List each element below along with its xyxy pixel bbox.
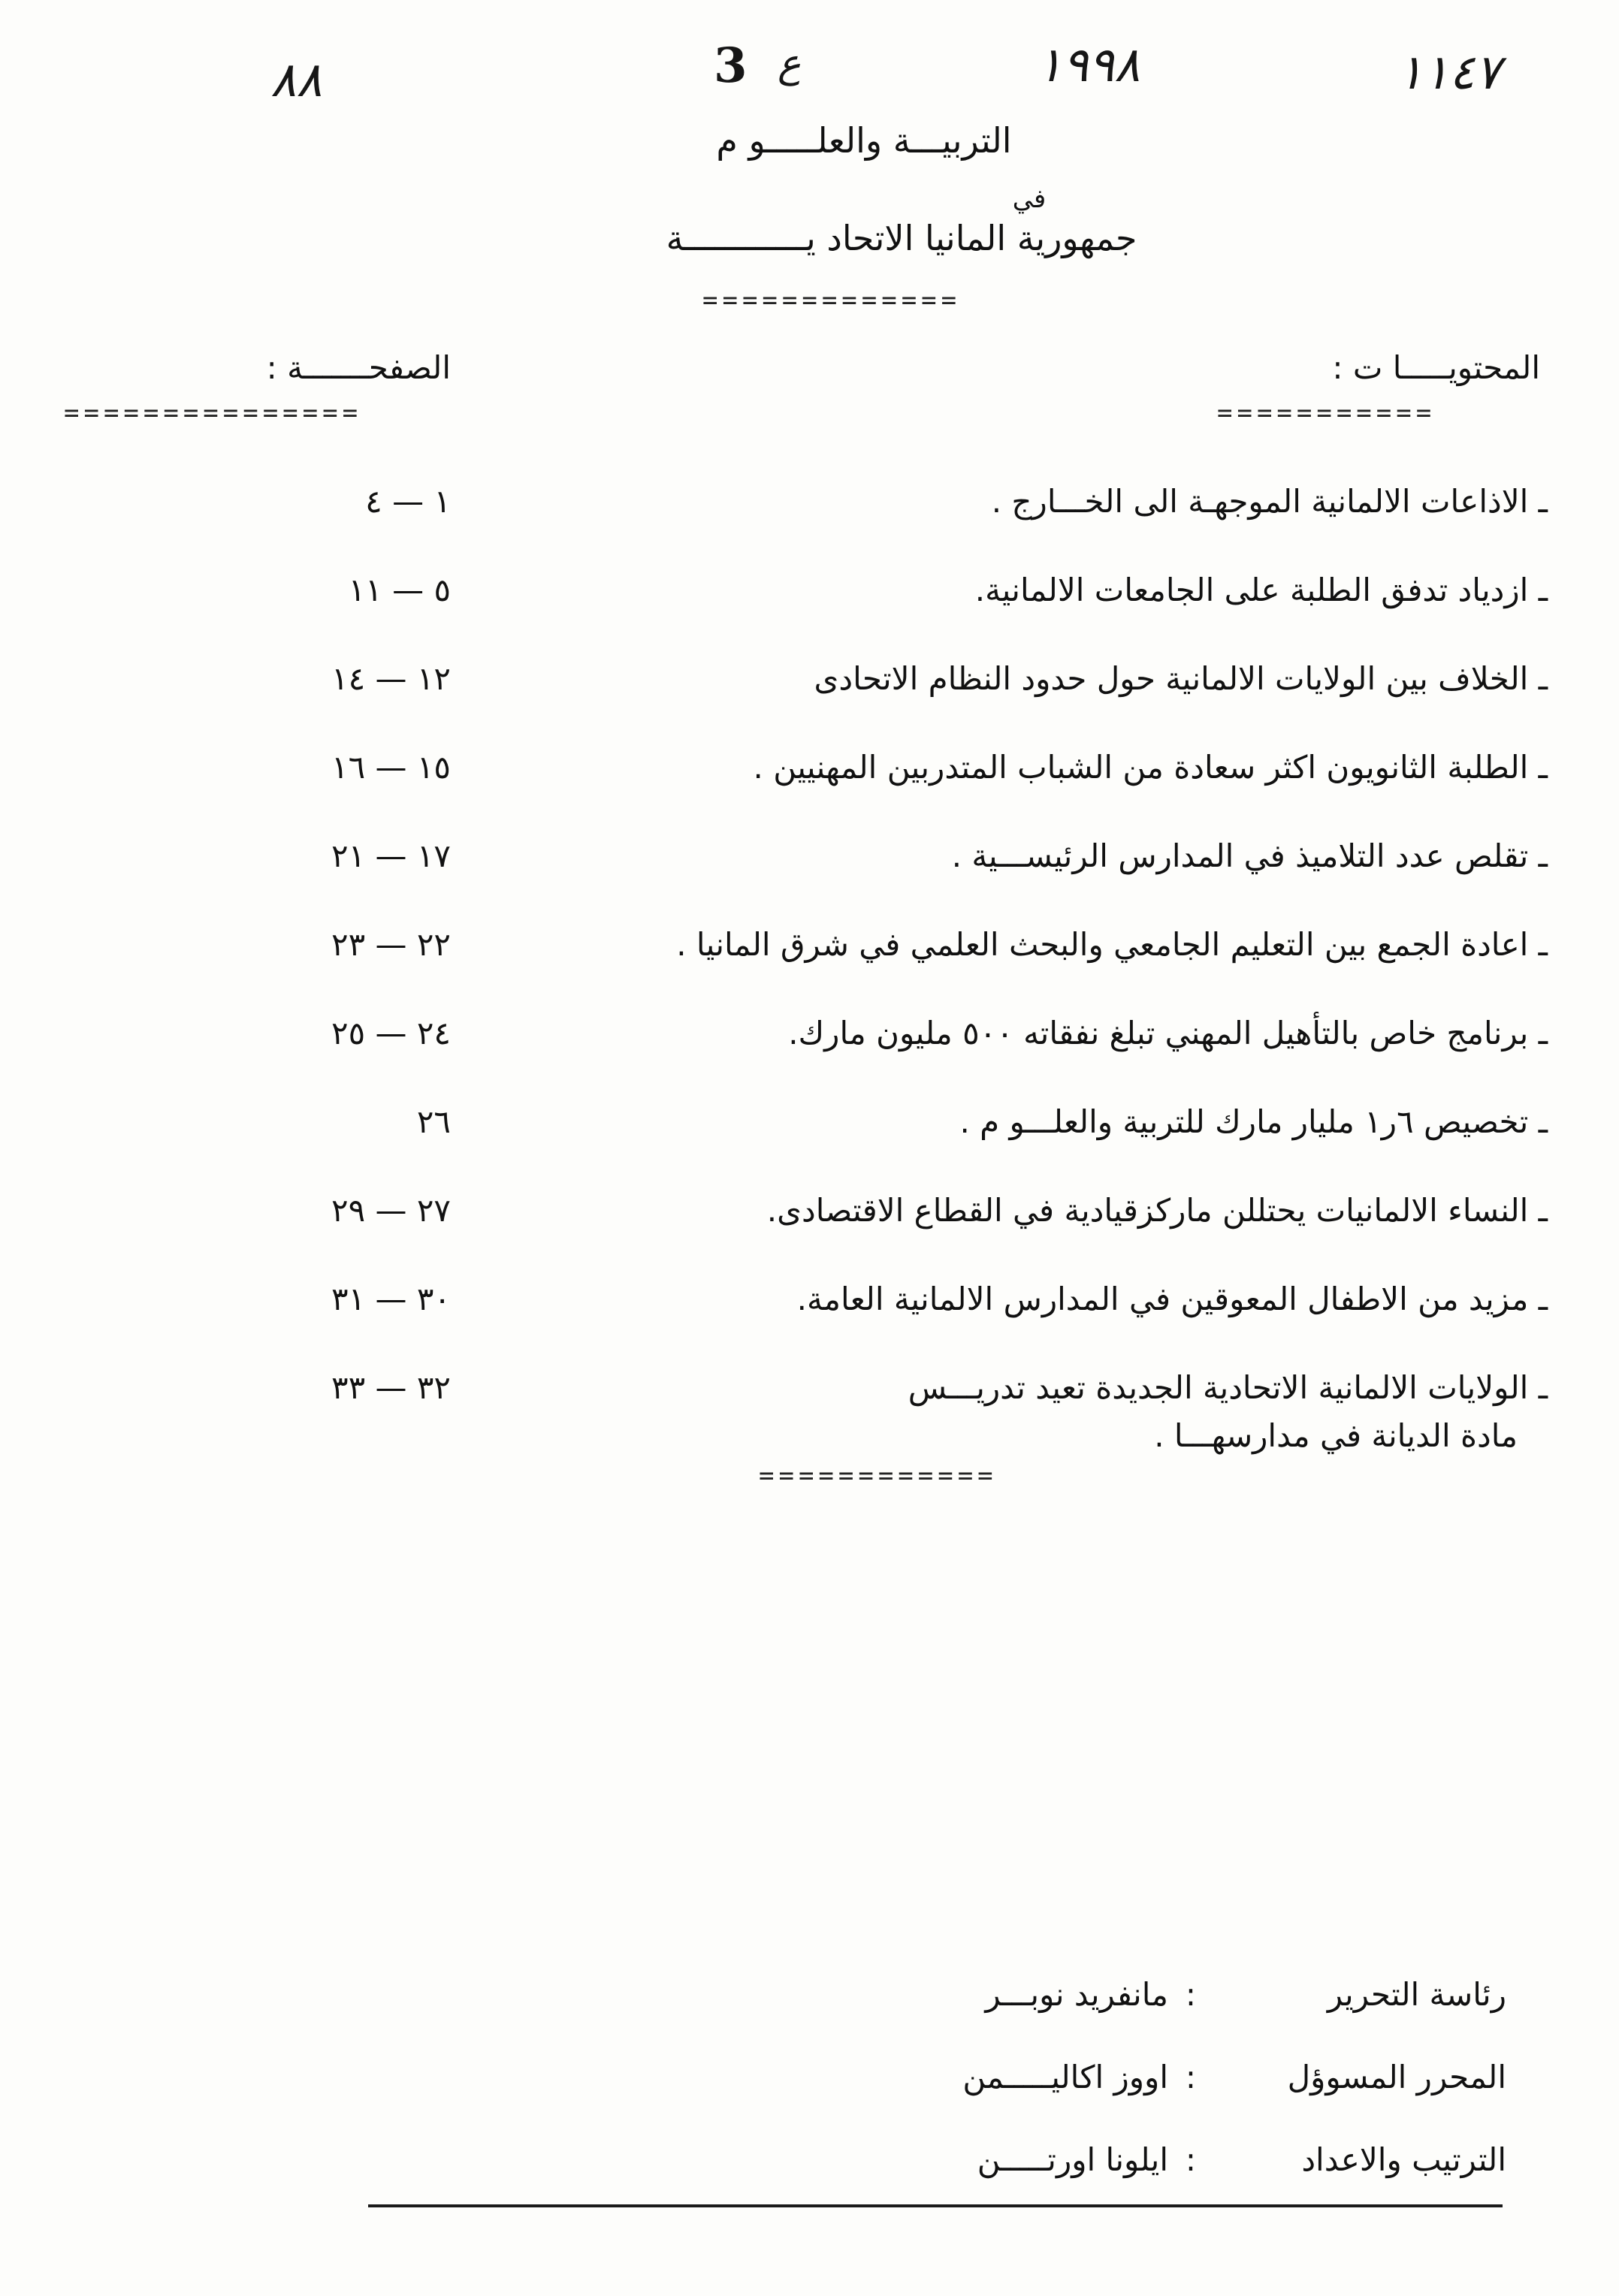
toc-item-title: ـ تخصيص ٦ر١ مليار مارك للتربية والعلـــو م .: [959, 1103, 1548, 1140]
toc-item-pages: ٢٧ — ٢٩: [331, 1192, 451, 1229]
toc-item-title: ـ الطلبة الثانويون اكثر سعادة من الشباب المتدربين المهنيين .: [753, 749, 1548, 786]
toc-row: [225, 658, 1548, 747]
toc-item-title: ـ ازدياد تدفق الطلبة على الجامعات الالمانية.: [974, 572, 1548, 608]
page-label: الصفحـــــــة :: [266, 349, 451, 386]
credit-label: رئاسة التحرير: [1327, 1975, 1506, 2013]
toc-item-title: [511, 1367, 1548, 1457]
credits-block: [755, 1953, 1506, 2201]
toc-row: [225, 1012, 1548, 1101]
toc-item-pages: ١٧ — ٢١: [331, 837, 451, 874]
toc-item-title: ـ اعادة الجمع بين التعليم الجامعي والبحث العلمي في شرق المانيا .: [676, 926, 1548, 963]
toc-item-pages: ٢٢ — ٢٣: [331, 926, 451, 963]
toc-row: [225, 747, 1548, 835]
toc-item-title: ـ مزيد من الاطفال المعوقين في المدارس الالمانية العامة.: [796, 1281, 1548, 1317]
handwritten-right-number: ١١٤٧: [1397, 45, 1501, 101]
toc-row: [225, 569, 1548, 658]
contents-label: المحتويـــــا ت :: [1332, 349, 1540, 386]
toc-row: [225, 1190, 1548, 1278]
credit-colon: :: [1185, 2141, 1197, 2178]
header-title-superscript: في: [1012, 184, 1047, 214]
credit-value: اووز اكاليـــــمن: [962, 2058, 1168, 2095]
end-separator: ============: [759, 1461, 998, 1491]
header-title-line1: التربيـــة والعلـــــو م: [716, 120, 1012, 161]
handwritten-letter-code: 3: [714, 38, 751, 94]
table-of-contents: [225, 481, 1548, 1495]
credit-label: المحرر المسوؤل: [1287, 2058, 1506, 2095]
toc-item-pages: ٣٢ — ٣٣: [331, 1369, 451, 1406]
toc-item-title: ـ الاذاعات الالمانية الموجهـة الى الخـــارج .: [991, 483, 1548, 520]
credit-colon: :: [1185, 1975, 1197, 2013]
toc-item-title: ـ الخلاف بين الولايات الالمانية حول حدود النظام الاتحادى: [814, 660, 1548, 697]
toc-item-pages: ١٢ — ١٤: [331, 660, 451, 697]
toc-item-pages: ٢٦: [416, 1103, 451, 1140]
handwritten-code-letter: ع: [778, 41, 802, 86]
toc-item-pages: ٥ — ١١: [348, 572, 451, 608]
handwritten-left-number: ٨٨: [270, 53, 322, 108]
toc-item-pages: ١٥ — ١٦: [331, 749, 451, 786]
credit-label: الترتيب والاعداد: [1301, 2141, 1506, 2178]
toc-item-title: ـ برنامج خاص بالتأهيل المهني تبلغ نفقاته ٥٠٠ مليون مارك.: [788, 1015, 1548, 1051]
page-underline: ===============: [64, 398, 363, 428]
contents-underline: ===========: [1217, 398, 1436, 428]
toc-item-title: ـ النساء الالمانيات يحتللن ماركزقيادية في القطاع الاقتصادى.: [766, 1192, 1548, 1229]
toc-row: [225, 924, 1548, 1012]
toc-row: [225, 1101, 1548, 1190]
header-separator: =============: [702, 285, 962, 315]
toc-item-pages: ٢٤ — ٢٥: [331, 1015, 451, 1051]
header-title-line2: جمهورية المانيا الاتحاد يــــــــــــة: [666, 218, 1137, 258]
toc-row: [225, 481, 1548, 569]
credit-row-responsible-editor: [755, 2035, 1506, 2118]
credit-value: مانفريد نوبـــر: [985, 1975, 1168, 2013]
toc-item-title-line2: مادة الديانة في مدارسهـــا .: [1154, 1417, 1518, 1454]
toc-item-title-line1: ـ الولايات الالمانية الاتحادية الجديدة تعيد تدريـــس: [908, 1369, 1548, 1406]
toc-item-pages: ١ — ٤: [365, 483, 451, 520]
toc-row: [225, 835, 1548, 924]
toc-row: [225, 1278, 1548, 1367]
credit-row-editor-in-chief: [755, 1953, 1506, 2035]
credit-row-layout: [755, 2118, 1506, 2201]
handwritten-year: ١٩٩٨: [1037, 38, 1140, 93]
credit-value: ايلونا اورتـــــن: [977, 2141, 1168, 2178]
toc-item-pages: ٣٠ — ٣١: [331, 1281, 451, 1317]
toc-item-title: ـ تقلص عدد التلاميذ في المدارس الرئيســـية .: [951, 837, 1548, 874]
credit-colon: :: [1185, 2058, 1197, 2095]
bottom-divider: [368, 2204, 1503, 2207]
